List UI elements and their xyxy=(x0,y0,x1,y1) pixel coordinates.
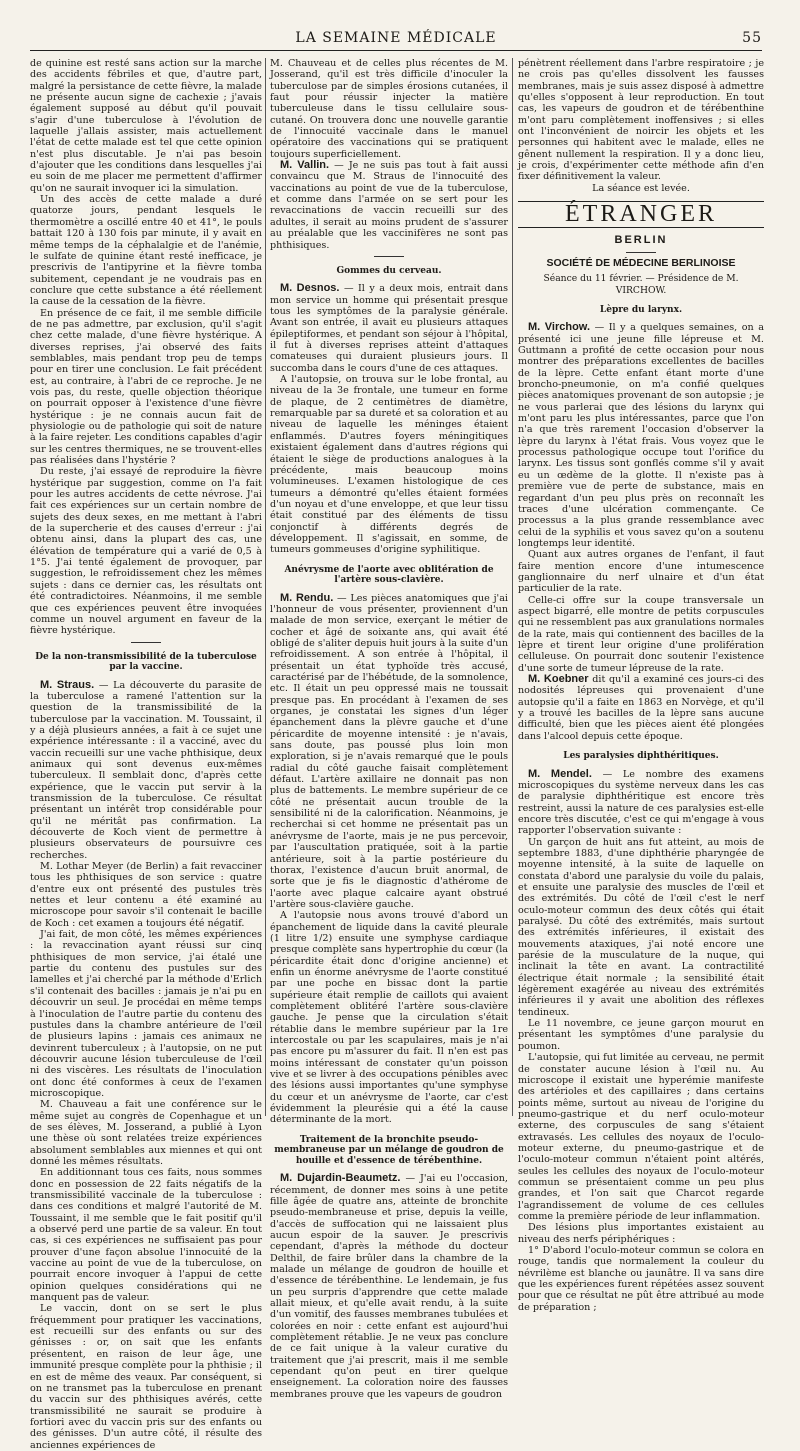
paragraph: Du reste, j'ai essayé de reproduire la fièvre hystérique par suggestion, comme on l'a fait pour les autres accidents de cette névrose. J'ai fait ces expériences sur un certain nombre de sujets des deux sexes, en me mettant à l'abri de la supercherie et des causes d'erreur : j'ai obtenu ainsi, dans la plupart des cas, une élévation de température qui a varié de 0,5 à 1°5. J'ai tenté également de provoquer, par suggestion, le refroidissement chez les mêmes sujets : dans ce dernier cas, les résultats ont été contradictoires. Néanmoins, il me semble que ces expériences peuvent être invoquées comme un nouvel argument en faveur de la fièvre hystérique. xyxy=(30,466,262,637)
speaker-name: M. Mendel. xyxy=(528,767,592,780)
paragraph-text: — J'ai eu l'occasion, récemment, de donner mes soins à une petite fille âgée de quatre ans, atteinte de bronchite pseudo-membraneuse et prise, depuis la veille, d'accès de suffocation qui ne laissaient plus aucun espoir de la sauver. Je prescrivis cependant, d'après la méthode du docteur Delthil, de faire brûler dans la chambre de la malade un mélange de goudron de houille et d'essence de térébenthine. Le lendemain, je fus un peu surpris d'apprendre que cette malade allait mieux, et qu'elle avait rendu, à la suite d'un vomitif, des fausses membranes tubulées et colorées en noir : cette enfant est aujourd'hui complètement rétablie. Je ne veux pas conclure de ce fait unique à la valeur curative du traitement que j'ai prescrit, mais il me semble cependant qu'on peut en tirer quelque enseignement. La coloration noire des fausses membranes prouve que les vapeurs de goudron xyxy=(270,1173,508,1400)
paragraph: Celle-ci offre sur la coupe transversale un aspect bigarré, elle montre de petits corpuscules qui ne ressemblent pas aux granulations normales de la rate, mais qui contiennent des bacilles de la lèpre et tirent leur origine d'une prolifération celluleuse. On pourrait donc soutenir l'existence d'une sorte de tumeur lépreuse de la rate. xyxy=(518,594,764,674)
section-separator xyxy=(131,642,161,643)
header-rule xyxy=(30,50,762,51)
paragraph: A l'autopsie, on trouva sur le lobe frontal, au niveau de la 3e frontale, une tumeur en forme de plaque, de 2 centimètres de diamètre, remarquable par sa dureté et sa coloration et au niveau de laquelle les méninges étaient enflammés. D'autres foyers méningitiques existaient également dans d'autres régions qui étaient le siège de productions analogues à la précédente, mais beaucoup moins volumineuses. L'examen histologique de ces tumeurs a démontré qu'elles étaient formées d'un noyau et d'une enveloppe, et que leur tissu était constitué par des éléments de tissu conjonctif à différents degrés de développement. Il s'agissait, en somme, de tumeurs gommeuses d'origine syphilitique. xyxy=(270,374,508,556)
section-heading-paralysies: Les paralysies diphthéritiques. xyxy=(563,751,719,762)
paragraph-text: — Il y a deux mois, entrait dans mon service un homme qui présentait presque tous les symptômes de la paralysie générale. Avant son entrée, il avait eu plusieurs attaques épileptiformes, et pendant son séjour à l'hôpital, il fut à diverses reprises atteint d'attaques comateuses qui duraient plusieurs jours. Il succomba dans le cours d'une de ces attaques. xyxy=(270,283,508,374)
paragraph: Le 11 novembre, ce jeune garçon mourut en présentant les symptômes d'une paralysie du poumon. xyxy=(518,1018,764,1052)
paragraph-text: — Le nombre des examens microscopiques du système nerveux dans les cas de paralysie diphthéritique est encore très restreint, aussi la nature de ces paralysies est-elle encore très discutée, c'est ce qui m'engage à vous rapporter l'observation suivante : xyxy=(518,768,764,837)
section-rule-bottom xyxy=(518,227,764,228)
paragraph-text: — Il y a quelques semaines, on a présenté ici une jeune fille lépreuse et M. Guttmann a profité de cette occasion pour nous montrer des préparations excellentes de bacilles de la lèpre. Cette enfant étant morte d'une broncho-pneumonie, on m'a confié quelques pièces anatomiques provenant de son autopsie ; je ne vous parlerai que des lésions du larynx qui m'ont paru les plus intéressantes, parce que l'on n'a que très rarement l'occasion d'observer la lèpre du larynx à l'état frais. Vous voyez que le processus pathologique occupe tout l'orifice du larynx. Les tissus sont gonflés comme s'il y avait eu un œdème de la glotte. Il n'existe pas à première vue de perte de substance, mais en regardant d'un peu plus près on reconnaît les traces d'une ulcération commençante. Ce processus a la plus grande ressemblance avec celui de la syphilis et vous savez qu'on a soutenu longtemps leur identité. xyxy=(518,322,764,549)
paragraph-text: — Je ne suis pas tout à fait aussi convaincu que M. Straus de l'innocuité des vaccinations au point de vue de la tuberculose, et comme dans l'armée on se sert pour les revaccinations de vaccin recueilli sur des adultes, il serait au moins prudent de s'assurer au préalable que les vaccinifères ne sont pas phthisiques. xyxy=(270,160,508,251)
society-heading: SOCIÉTÉ DE MÉDECINE BERLINOISE xyxy=(546,256,736,269)
paragraph: Le vaccin, dont on se sert le plus fréquemment pour pratiquer les vaccinations, est recueilli sur des enfants ou sur des génisses : or, on sait que les enfants présentent, en raison de leur âge, une immunité presque complète pour la phthisie ; il en est de même des veaux. Par conséquent, si on ne transmet pas la tuberculose en prenant du vaccin sur des phthisiques avérés, cette transmissibilité ne saurait se produire à fortiori avec du vaccin pris sur des enfants ou des génisses. D'un autre côté, il résulte des anciennes expériences de xyxy=(30,1303,262,1451)
paragraph-text: — La découverte du parasite de la tuberculose a ramené l'attention sur la question de la transmissibilité de la tuberculose par la vaccination. M. Toussaint, il y a déjà plusieurs années, a fait à ce sujet une expérience intéressante : il a vacciné, avec du vaccin recueilli sur une vache phthisique, deux animaux qui sont devenus eux-mêmes tuberculeux. Il semblait donc, d'après cette expérience, que le vaccin put servir à la transmission de la tuberculose. Ce résultat présentant un intérêt trop considérable pour qu'il ne méritât pas confirmation. La découverte de Koch vient de permettre à plusieurs observateurs de poursuivre ces recherches. xyxy=(30,679,262,861)
paragraph: Un des accès de cette malade a duré quatorze jours, pendant lesquels le thermomètre a oscillé entre 40 et 41°, le pouls battait 120 à 130 fois par minute, il y avait en même temps de la céphalalgie et de l'anémie, le sulfate de quinine étant resté inefficace, je prescrivis de l'antipyrine et la fièvre tomba subitement, cependant je ne voudrais pas en conclure que cette substance a été réellement la cause de la cessation de la fièvre. xyxy=(30,194,262,308)
speaker-name: M. Koebner xyxy=(528,673,589,685)
section-heading-traitement: Traitement de la bronchite pseudo-membraneuse par un mélange de goudron de houille et d'essence de térébenthine. xyxy=(274,1134,504,1166)
speaker-name: M. Dujardin-Beaumetz. xyxy=(280,1172,401,1185)
section-separator xyxy=(626,252,656,253)
section-heading-straus: De la non-transmissibilité de la tuberculose par la vaccine. xyxy=(35,651,257,673)
paragraph: de quinine est resté sans action sur la marche des accidents fébriles et que, d'autre part, malgré la persistance de cette fièvre, la malade ne présente aucun signe de cachexie ; j'avais également supposé au début qu'il pouvait s'agir d'une tuberculose à l'évolution de laquelle j'allais assister, mais actuellement l'état de cette malade est tel que cette opinion n'est plus discutable. Je n'ai pas besoin d'ajouter que les conditions dans lesquelles j'ai eu soin de me placer me permettent d'affirmer qu'on ne saurait invoquer ici la simulation. xyxy=(30,58,262,194)
speaker-name: M. Desnos. xyxy=(280,282,340,295)
paragraph: M. Chauveau et de celles plus récentes de M. Josserand, qu'il est très difficile d'inoculer la tuberculose par de simples érosions cutanées, il faut pour réussir injecter la matière tuberculeuse dans le tissu cellulaire sous-cutané. On trouvera donc une nouvelle garantie de l'innocuité vaccinale dans le manuel opératoire des vaccinations qui se pratiquent toujours superficiellement. xyxy=(270,58,508,160)
speaker-name: M. Vallin. xyxy=(280,159,330,172)
seance-levee: La séance est levée. xyxy=(592,182,690,194)
speaker-name: M. Rendu. xyxy=(280,591,334,604)
paragraph-text: — Les pièces anatomiques que j'ai l'honneur de vous présenter, proviennent d'un malade de mon service, exerçant le métier de cocher et âgé de soixante ans, qui avait été obligé de s'aliter depuis huit jours à la suite d'un refroidissement. A son entrée à l'hôpital, il présentait un état typhoïde très accusé, caractérisé par de l'hébétude, de la somnolence, etc. Il était un peu oppressé mais ne toussait presque pas. En procédant à l'examen de ses organes, je constatai les signes d'un léger épanchement dans la plèvre gauche et d'une péricardite de moyenne intensité : je n'avais, sans doute, pas poussé plus loin mon exploration, si je n'avais remarqué que le pouls radial du côté gauche faisait complètement défaut. L'artère axillaire ne donnait pas non plus de battements. Le membre supérieur de ce côté ne présentait aucun trouble de la sensibilité ni de la calorification. Néanmoins, je recherchai si cet homme ne présentait pas un anévrysme de l'aorte, mais je ne pus percevoir, par l'auscultation pratiquée, soit à la partie antérieure, soit à la partie postérieure du thorax, l'existence d'aucun bruit anormal, de sorte que je fis le diagnostic d'athérome de l'aorte avec plaque calcaire ayant obstrué l'artère sous-clavière gauche. xyxy=(270,592,508,910)
paragraph: pénètrent réellement dans l'arbre respiratoire ; je ne crois pas qu'elles dissolvent les fausses membranes, mais je suis assez disposé à admettre qu'elles s'opposent à leur reproduction. En tout cas, les vapeurs de goudron et de térébenthine m'ont paru complètement inoffensives ; si elles ont l'inconvénient de noircir les objets et les personnes qui habitent avec le malade, elles ne gênent nullement la respiration. Il y a donc lieu, je crois, d'expérimenter cette méthode afin d'en fixer définitivement la valeur. xyxy=(518,58,764,183)
column-1 xyxy=(30,58,263,1451)
page-number: 55 xyxy=(742,30,762,46)
city-heading: BERLIN xyxy=(614,234,668,247)
paragraph: J'ai fait, de mon côté, les mêmes expériences : la revaccination ayant réussi sur cinq phthisiques de mon service, j'ai étalé une partie du contenu des pustules sur des lamelles et j'ai cherché par la méthode d'Erlich s'il contenait des bacilles : jamais je n'ai pu en découvrir un seul. Je procédai en même temps à l'inoculation de l'autre partie du contenu des pustules dans la chambre antérieure de l'œil de plusieurs lapins : jamais ces animaux ne devinrent tuberculeux ; à l'autopsie, on ne put découvrir aucune lésion tuberculeuse de l'œil ni des viscères. Les résultats de l'inoculation ont donc été conformes à ceux de l'examen microscopique. xyxy=(30,929,262,1099)
column-3 xyxy=(518,58,764,1313)
column-divider-1 xyxy=(265,58,266,1116)
column-divider-2 xyxy=(512,58,513,1116)
speaker-name: M. Straus. xyxy=(40,678,95,691)
paragraph-text: dit qu'il a examiné ces jours-ci des nodosités lépreuses qui provenaient d'une autopsie qu'il a faite en 1863 en Norvège, et qu'il y a trouvé les bacilles de la lèpre sans aucune difficulté, bien que les pièces aient été plongées dans l'alcool depuis cette époque. xyxy=(518,674,764,742)
section-heading-gommes: Gommes du cerveau. xyxy=(336,265,442,276)
paragraph: Des lésions plus importantes existaient au niveau des nerfs périphériques : xyxy=(518,1222,764,1245)
paragraph: Quant aux autres organes de l'enfant, il faut faire mention encore d'une intumescence ganglionnaire du nerf ulnaire et d'un état particulier de la rate. xyxy=(518,549,764,595)
paragraph: A l'autopsie nous avons trouvé d'abord un épanchement de liquide dans la cavité pleurale (1 litre 1/2) ensuite une symphyse cardiaque presque complète sans hypertrophie du cœur (la péricardite était donc d'origine ancienne) et enfin un énorme anévrysme de l'aorte constitué par une poche en bissac dont la partie supérieure était remplie de caillots qui avaient complètement oblitéré l'artère sous-clavière gauche. Je pense que la circulation s'était rétablie dans le membre supérieur par la 1re intercostale ou par les scapulaires, mais je n'ai pas encore pu m'assurer du fait. Il n'en est pas moins intéressant de constater qu'un poisson vive et se livrer à des occupations pénibles avec des lésions aussi importantes qu'une symphyse du cœur et un anévrysme de l'aorte, car c'est évidemment la pleurésie qui a été la cause déterminante de la mort. xyxy=(270,910,508,1126)
speaker-name: M. Virchow. xyxy=(528,321,591,334)
section-separator xyxy=(374,256,404,257)
seance-info: Séance du 11 février. — Présidence de M. VIRCHOW. xyxy=(543,273,739,296)
journal-title: LA SEMAINE MÉDICALE xyxy=(295,30,497,46)
section-title-etranger: ÉTRANGER xyxy=(565,201,717,228)
paragraph: Un garçon de huit ans fut atteint, au mois de septembre 1883, d'une diphthérie pharyngée de moyenne intensité, à la suite de laquelle on constata d'abord une paralysie du voile du palais, et ensuite une paralysie des muscles de l'œil et des extrémités. Du côté de l'œil c'est le nerf oculo-moteur commun des deux côtés qui était paralysé. Du côté des extrémités, mais surtout des extrémités inférieures, il existait des mouvements ataxiques, j'ai noté encore une parésie de la musculature de la nuque, qui inclinait la tête en avant. La contractilité électrique était normale ; la sensibilité était légèrement exagérée au niveau des extrémités inférieures il y avait une abolition des réflexes tendineux. xyxy=(518,836,764,1018)
paragraph: M. Lothar Meyer (de Berlin) a fait revacciner tous les phthisiques de son service : quatre d'entre eux ont présenté des pustules très nettes et leur contenu a été examiné au microscope pour savoir s'il contenait le bacille de Koch : cet examen a toujours été négatif. xyxy=(30,861,262,929)
paragraph: En présence de ce fait, il me semble difficile de ne pas admettre, par exclusion, qu'il s'agit chez cette malade, d'une fièvre hystérique. A diverses reprises, j'ai observé des faits semblables, mais pendant trop peu de temps pour en tirer une conclusion. Le fait précédent est, au contraire, à l'abri de ce reproche. Je ne vois pas, du reste, quelle objection théorique on pourrait opposer à l'existence d'une fièvre hystérique : je ne connais aucun fait de physiologie ou de pathologie qui soit de nature à la faire rejeter. Les conditions capables d'agir sur les centres thermiques, ne se trouvent-elles pas réalisées dans l'hystérie ? xyxy=(30,307,263,467)
section-heading-lepre: Lèpre du larynx. xyxy=(599,304,683,315)
section-heading-anevrysme: Anévrysme de l'aorte avec oblitération de l'artère sous-clavière. xyxy=(284,564,494,586)
running-head xyxy=(30,30,762,52)
paragraph: L'autopsie, qui fut limitée au cerveau, ne permit de constater aucune lésion à l'œil nu. Au microscope il existait une hyperémie manifeste des artérioles et des capillaires ; dans certains points même, surtout au niveau de l'origine du pneumo-gastrique et du nerf oculo-moteur externe, des corpuscules de sang s'étaient extravasés. Les cellules des noyaux de l'oculo-moteur externe, du pneumo-gastrique et de l'oculo-moteur commun n'étaient point altérés, seules les cellules des noyaux de l'oculo-moteur commun se présentaient comme un peu plus grandes, et l'on sait que Charcot regarde l'agrandissement de volume de ces cellules comme la première période de leur inflammation. xyxy=(518,1052,764,1222)
column-2 xyxy=(270,58,508,1400)
paragraph: 1° D'abord l'oculo-moteur commun se colora en rouge, tandis que normalement la couleur du névrilème est blanche ou jaunâtre. Il va sans dire que les expériences furent répétées assez souvent pour que ce résultat ne pût être attribué au mode de préparation ; xyxy=(518,1245,764,1313)
paragraph: M. Chauveau a fait une conférence sur le même sujet au congrès de Copenhague et un de ses élèves, M. Josserand, a publié à Lyon une thèse où sont relatées treize expériences absolument semblables aux miennes et qui ont donné les mêmes résultats. xyxy=(30,1099,262,1167)
paragraph: En additionnant tous ces faits, nous sommes donc en possession de 22 faits négatifs de la transmissibilité vaccinale de la tuberculose : dans ces conditions et malgré l'autorité de M. Toussaint, il me semble que le fait positif qu'il a observé perd une partie de sa valeur. En tout cas, si ces expériences ne suffisaient pas pour prouver d'une façon absolue l'innocuité de la vaccine au point de vue de la tuberculose, on pourrait encore invoquer à l'appui de cette opinion quelques considérations qui ne manquent pas de valeur. xyxy=(30,1167,262,1304)
